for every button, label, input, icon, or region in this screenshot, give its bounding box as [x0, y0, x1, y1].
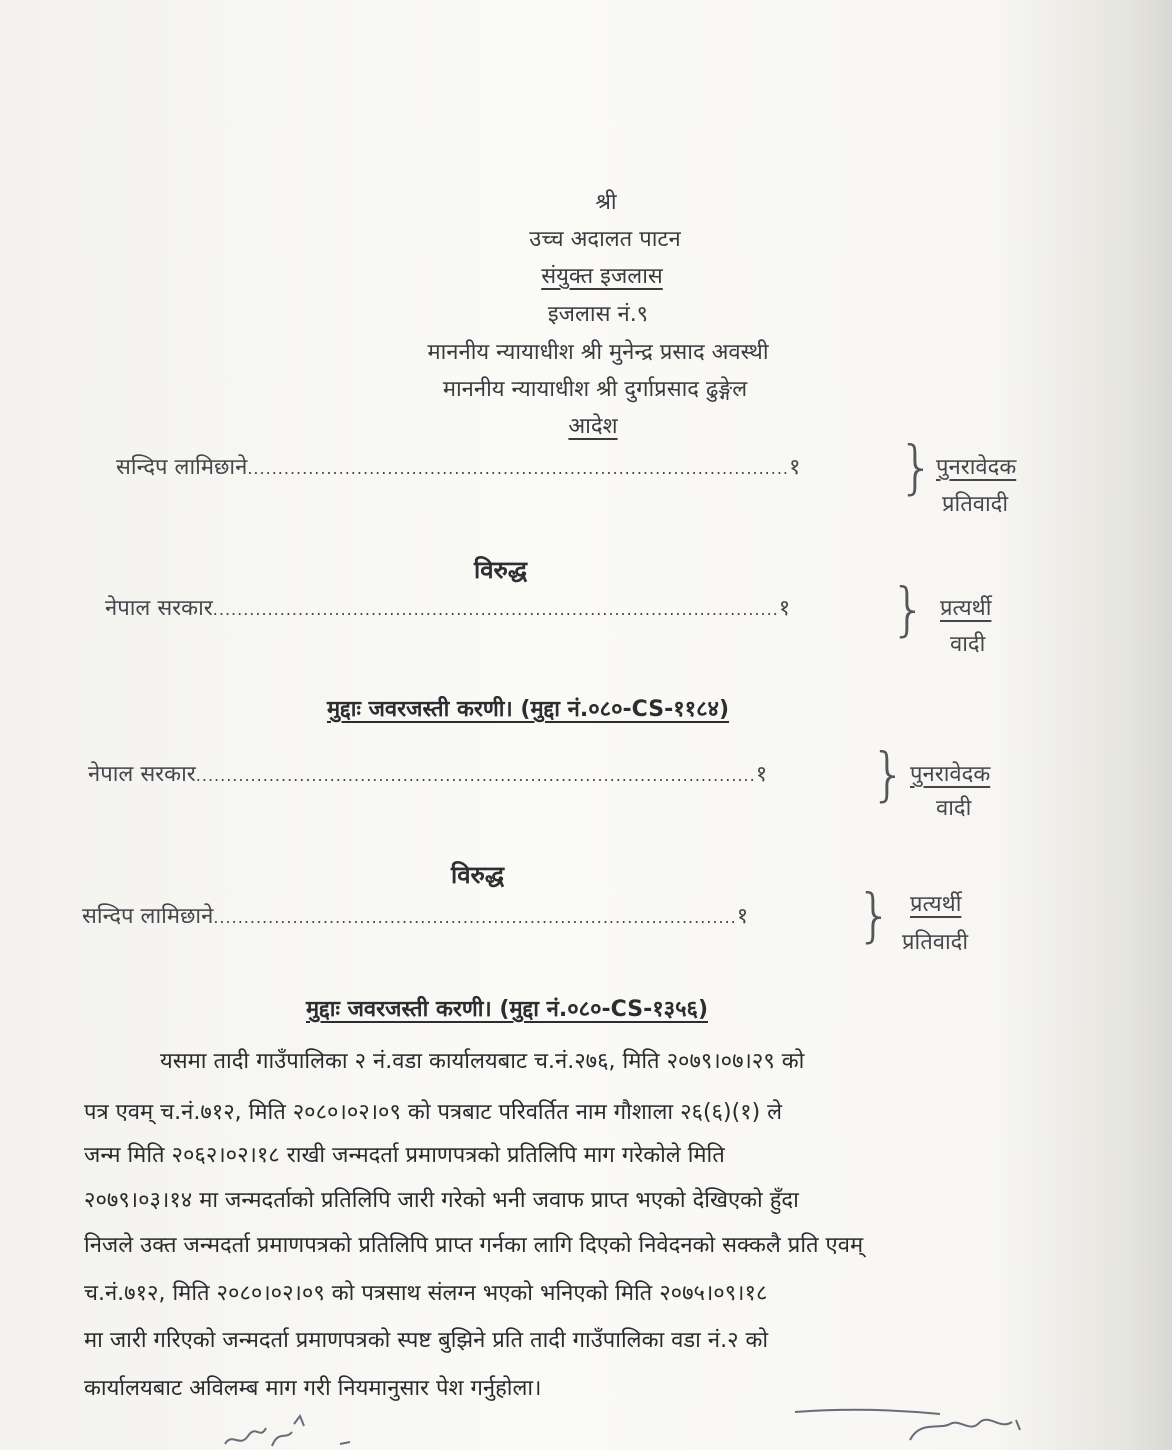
case-title-1: मुद्दाः जवरजस्ती करणी। (मुद्दा नं.०८०-CS-११८४) [327, 697, 730, 722]
order-line: यसमा तादी गाउँपालिका २ नं.वडा कार्यालयबाट च.नं.२७६, मिति २०७९।०७।२९ को [160, 1049, 805, 1074]
header-shri: श्री [595, 190, 617, 215]
versus-2: विरुद्ध [451, 861, 505, 889]
party-role-primary: प्रत्यर्थी [910, 892, 962, 917]
party-name: नेपाल सरकार [105, 596, 213, 621]
party-role-secondary: वादी [936, 796, 972, 821]
brace: } [890, 575, 927, 643]
party-role-secondary: वादी [950, 632, 986, 657]
case2-party1-row [88, 758, 767, 788]
versus-1: विरुद्ध [474, 556, 528, 584]
party-role-primary: पुनरावेदक [936, 455, 1017, 480]
party-count: १ [736, 904, 749, 929]
case1-party2-row [105, 592, 790, 622]
order-line: जन्म मिति २०६२।०२।१८ राखी जन्मदर्ता प्रमाणपत्रको प्रतिलिपि माग गरेकोले मिति [84, 1143, 725, 1168]
signature-left [220, 1410, 390, 1450]
dot-leader: ...................................................................................... [213, 908, 737, 927]
party-count: १ [778, 596, 791, 621]
party-role-primary: प्रत्यर्थी [940, 596, 992, 621]
case2-party2-row [82, 900, 748, 930]
brace: } [856, 881, 893, 949]
party-name: सन्दिप लामिछाने [116, 455, 248, 480]
party-role-secondary: प्रतिवादी [942, 492, 1009, 517]
dot-leader: ......................................................................................... [247, 459, 789, 478]
party-role-primary: पुनरावेदक [910, 762, 991, 787]
dot-leader: ............................................................................................ [195, 766, 756, 785]
bench-type: संयुक्त इजलास [541, 264, 663, 289]
order-line: कार्यालयबाट अविलम्ब माग गरी नियमानुसार पेश गर्नुहोला। [84, 1376, 542, 1401]
case1-party1-row [116, 451, 800, 481]
case-title-2: मुद्दाः जवरजस्ती करणी। (मुद्दा नं.०८०-CS-१३५६) [306, 997, 709, 1022]
party-role-secondary: प्रतिवादी [902, 930, 969, 955]
order-line: २०७९।०३।१४ मा जन्मदर्ताको प्रतिलिपि जारी गरेको भनी जवाफ प्राप्त भएको देखिएको हुँदा [84, 1188, 799, 1213]
party-name: सन्दिप लामिछाने [82, 904, 214, 929]
party-count: १ [755, 762, 768, 787]
party-count: १ [789, 455, 801, 480]
judge-2: माननीय न्यायाधीश श्री दुर्गाप्रसाद ढुङ्गेल [442, 377, 748, 402]
bench-number: इजलास नं.९ [547, 302, 649, 327]
order-line: निजले उक्त जन्मदर्ता प्रमाणपत्रको प्रतिलिपि प्राप्त गर्नका लागि दिएको निवेदनको सक्कलै प्रति एवम् [84, 1233, 864, 1258]
document-type: आदेश [568, 414, 618, 439]
order-line: पत्र एवम् च.नं.७१२, मिति २०८०।०२।०९ को पत्रबाट परिवर्तित नाम गौशाला २६(६)(१) ले [84, 1100, 783, 1125]
brace: } [898, 433, 935, 501]
court-name: उच्च अदालत पाटन [529, 227, 681, 252]
judge-1: माननीय न्यायाधीश श्री मुनेन्द्र प्रसाद अवस्थी [427, 340, 769, 365]
order-line: मा जारी गरिएको जन्मदर्ता प्रमाणपत्रको स्पष्ट बुझिने प्रति तादी गाउँपालिका वडा नं.२ को [84, 1328, 769, 1353]
dot-leader: ............................................................................................. [212, 600, 779, 619]
signature-right [790, 1400, 1040, 1450]
brace: } [870, 740, 907, 808]
party-name: नेपाल सरकार [88, 762, 196, 787]
order-line: च.नं.७१२, मिति २०८०।०२।०९ को पत्रसाथ संलग्न भएको भनिएको मिति २०७५।०९।१८ [84, 1281, 768, 1306]
